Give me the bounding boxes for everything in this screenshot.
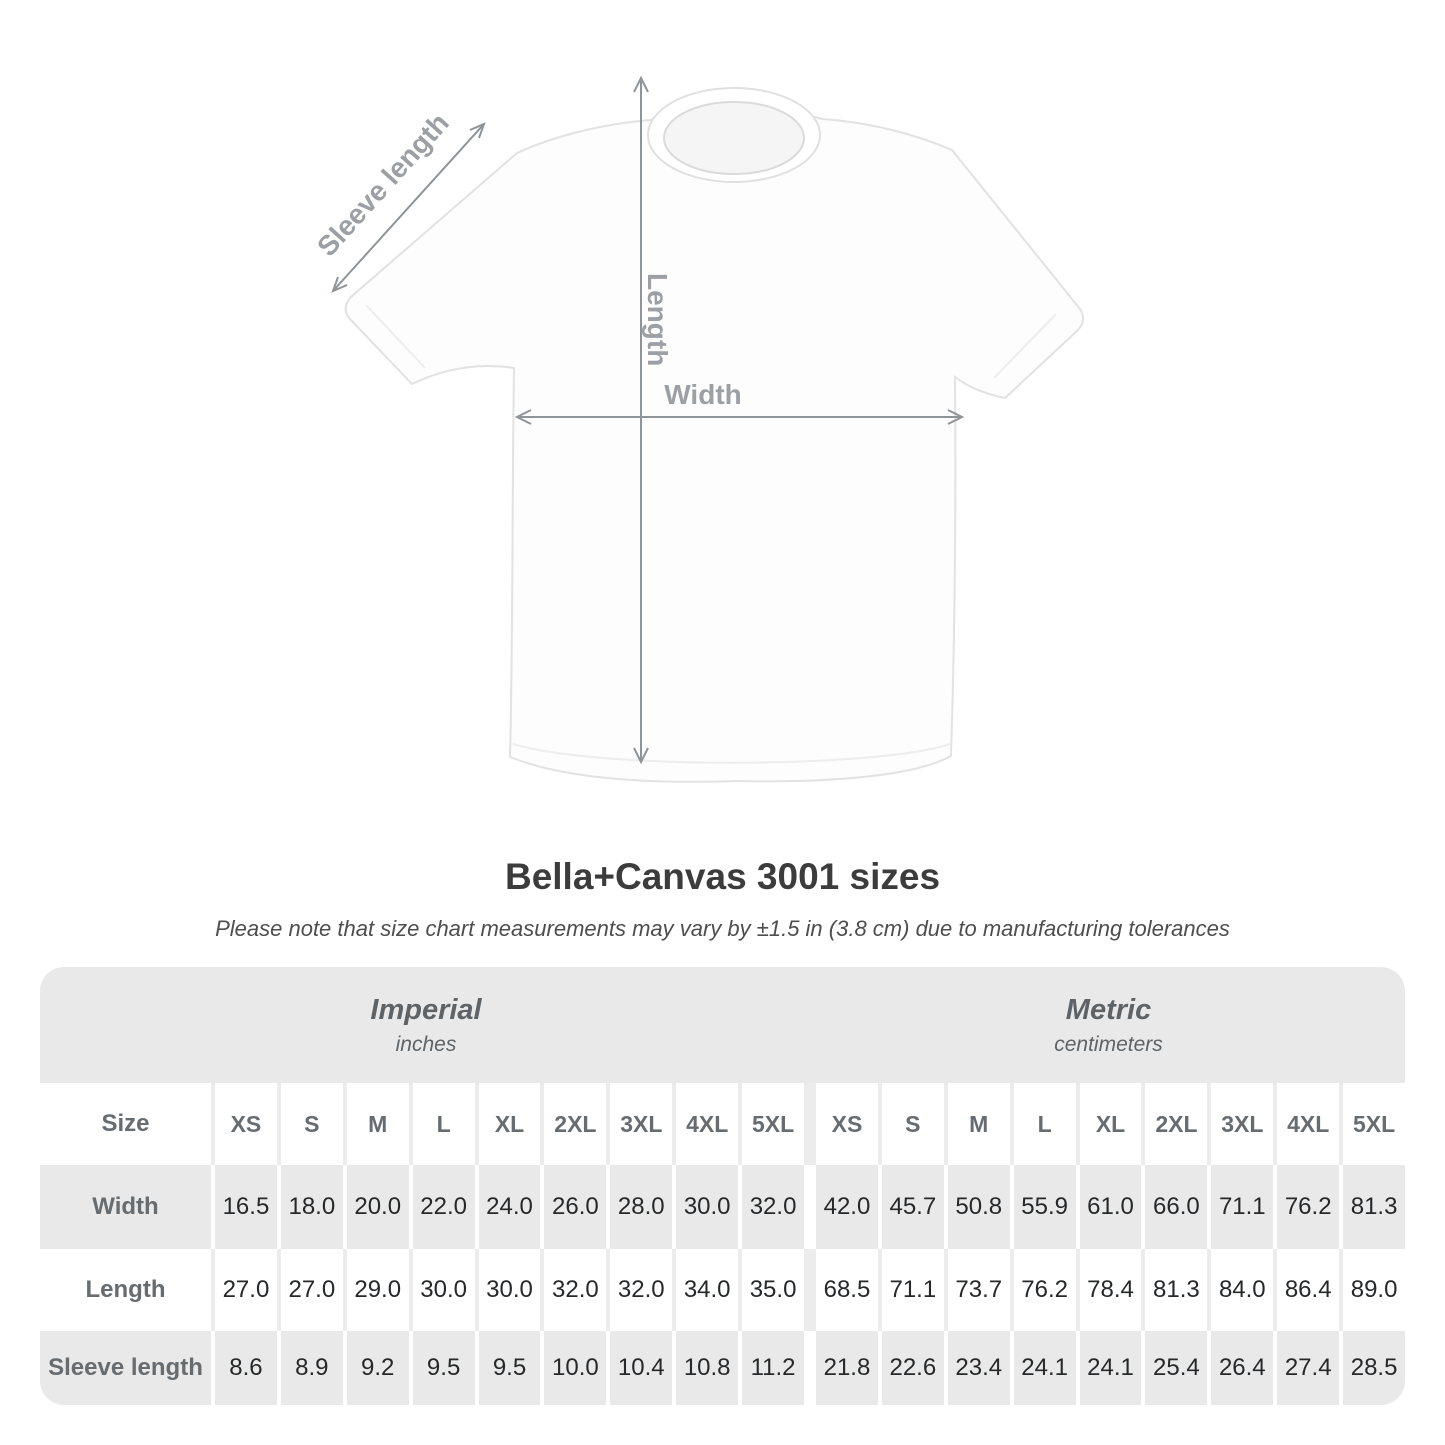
value-cell	[610, 1165, 672, 1249]
measurement-row	[40, 1249, 1405, 1331]
value-cell	[479, 1165, 541, 1249]
value-cell-text: 8.9	[295, 1354, 329, 1381]
value-cell	[1145, 1331, 1207, 1405]
size-header	[281, 1083, 343, 1165]
value-cell	[1277, 1331, 1339, 1405]
value-cell	[1080, 1331, 1142, 1405]
value-cell-text: 30.0	[683, 1193, 731, 1220]
unit-divider	[808, 1083, 812, 1165]
imperial-header	[40, 967, 812, 1083]
value-cell	[676, 1249, 738, 1331]
size-header	[1014, 1083, 1076, 1165]
size-header	[610, 1083, 672, 1165]
value-cell-text: 24.1	[1021, 1354, 1068, 1381]
metric-unit: centimeters	[1054, 1032, 1163, 1056]
row-label	[40, 1249, 211, 1331]
size-header-text: 4XL	[1287, 1110, 1330, 1137]
size-header	[742, 1083, 804, 1165]
value-cell-text: 8.6	[229, 1354, 263, 1381]
value-cell-text: 9.5	[492, 1354, 527, 1381]
value-cell-text: 24.1	[1087, 1354, 1134, 1381]
value-cell-text: 30.0	[486, 1276, 533, 1303]
size-header	[882, 1083, 944, 1165]
value-cell	[544, 1331, 606, 1405]
value-cell-text: 71.1	[889, 1276, 937, 1303]
value-cell-text: 27.4	[1284, 1354, 1332, 1381]
value-cell-text: 16.5	[222, 1193, 270, 1220]
value-cell-text: 25.4	[1153, 1354, 1200, 1381]
size-table	[40, 967, 1405, 1405]
value-cell	[281, 1249, 343, 1331]
value-cell-text: 50.8	[955, 1193, 1003, 1220]
value-cell-text: 42.0	[823, 1193, 871, 1220]
value-cell-text: 66.0	[1153, 1193, 1200, 1220]
value-cell-text: 81.3	[1350, 1193, 1398, 1220]
value-cell-text: 27.0	[288, 1276, 336, 1303]
metric-title: Metric	[1065, 993, 1152, 1026]
value-cell-text: 55.9	[1021, 1193, 1068, 1220]
collar-opening	[664, 102, 804, 174]
tshirt-graphic	[346, 88, 1083, 782]
value-cell	[1014, 1165, 1076, 1249]
value-cell-text: 22.6	[889, 1354, 937, 1381]
value-cell-text: 27.0	[222, 1276, 270, 1303]
sleeve-length-label: Sleeve length	[311, 107, 455, 263]
measurement-row	[40, 1165, 1405, 1249]
size-header	[1080, 1083, 1142, 1165]
size-header-text: XL	[1095, 1110, 1126, 1137]
unit-header-band	[40, 967, 1405, 1083]
value-cell-text: 9.2	[361, 1354, 395, 1381]
value-cell	[1277, 1249, 1339, 1331]
value-cell-text: 9.5	[426, 1354, 461, 1381]
value-cell	[742, 1165, 804, 1249]
size-header-text: 2XL	[554, 1110, 597, 1137]
value-cell	[215, 1249, 277, 1331]
size-header	[544, 1083, 606, 1165]
value-cell-text: 29.0	[354, 1276, 402, 1303]
value-cell-text: 24.0	[486, 1193, 533, 1220]
value-cell	[1277, 1165, 1339, 1249]
value-cell-text: 28.0	[617, 1193, 665, 1220]
value-cell-text: 84.0	[1218, 1276, 1266, 1303]
value-cell-text: 78.4	[1087, 1276, 1134, 1303]
size-header-text: 4XL	[686, 1110, 729, 1137]
value-cell	[215, 1165, 277, 1249]
value-cell	[1211, 1165, 1273, 1249]
value-cell	[1145, 1165, 1207, 1249]
value-cell	[882, 1249, 944, 1331]
row-label-text: Width	[92, 1193, 159, 1220]
value-cell-text: 34.0	[683, 1276, 731, 1303]
size-header	[676, 1083, 738, 1165]
value-cell-text: 61.0	[1087, 1193, 1134, 1220]
row-label-text: Sleeve length	[48, 1354, 203, 1381]
value-cell-text: 30.0	[420, 1276, 467, 1303]
value-cell	[347, 1331, 409, 1405]
value-cell-text: 76.2	[1021, 1276, 1068, 1303]
value-cell-text: 71.1	[1218, 1193, 1266, 1220]
value-cell	[676, 1331, 738, 1405]
value-cell-text: 22.0	[420, 1193, 467, 1220]
size-header	[413, 1083, 475, 1165]
value-cell	[1080, 1249, 1142, 1331]
row-label-text: Length	[85, 1276, 166, 1303]
row-label	[40, 1331, 211, 1405]
value-cell	[948, 1249, 1010, 1331]
value-cell	[816, 1331, 878, 1405]
size-header-text: L	[1037, 1110, 1052, 1137]
value-cell	[948, 1165, 1010, 1249]
measurement-row	[40, 1331, 1405, 1405]
value-cell-text: 35.0	[749, 1276, 797, 1303]
value-cell	[1211, 1331, 1273, 1405]
value-cell	[281, 1331, 343, 1405]
value-cell-text: 28.5	[1350, 1354, 1398, 1381]
value-cell-text: 45.7	[889, 1193, 937, 1220]
size-header-text: XS	[230, 1110, 262, 1137]
value-cell	[544, 1165, 606, 1249]
size-header-text: S	[304, 1110, 320, 1137]
value-cell-text: 32.0	[552, 1276, 599, 1303]
size-header	[347, 1083, 409, 1165]
value-cell-text: 10.0	[552, 1354, 599, 1381]
size-column-header-text: Size	[101, 1110, 150, 1137]
length-label: Length	[642, 273, 673, 367]
value-cell	[1145, 1249, 1207, 1331]
value-cell	[816, 1249, 878, 1331]
value-cell	[347, 1249, 409, 1331]
size-header	[1277, 1083, 1339, 1165]
value-cell	[413, 1249, 475, 1331]
value-cell-text: 68.5	[823, 1276, 871, 1303]
value-cell-text: 18.0	[288, 1193, 336, 1220]
value-cell	[1343, 1249, 1405, 1331]
size-header-text: 5XL	[1352, 1110, 1396, 1137]
metric-header	[812, 967, 1405, 1083]
value-cell	[413, 1331, 475, 1405]
value-cell	[742, 1249, 804, 1331]
value-cell	[882, 1165, 944, 1249]
imperial-title: Imperial	[370, 993, 482, 1026]
value-cell	[1014, 1249, 1076, 1331]
value-cell	[676, 1165, 738, 1249]
size-header	[816, 1083, 878, 1165]
value-cell-text: 23.4	[955, 1354, 1003, 1381]
page-title: Bella+Canvas 3001 sizes	[504, 856, 941, 897]
width-label: Width	[664, 379, 742, 410]
size-header	[1145, 1083, 1207, 1165]
value-cell	[1014, 1331, 1076, 1405]
value-cell	[544, 1249, 606, 1331]
value-cell	[882, 1331, 944, 1405]
size-header	[1211, 1083, 1273, 1165]
value-cell	[1343, 1165, 1405, 1249]
value-cell	[479, 1249, 541, 1331]
value-cell	[479, 1331, 541, 1405]
value-cell-text: 26.0	[552, 1193, 599, 1220]
value-cell-text: 21.8	[823, 1354, 871, 1381]
value-cell	[610, 1331, 672, 1405]
value-cell	[1080, 1165, 1142, 1249]
size-header	[215, 1083, 277, 1165]
size-header-text: 2XL	[1155, 1110, 1198, 1137]
value-cell	[1343, 1331, 1405, 1405]
unit-divider	[808, 1165, 812, 1249]
value-cell-text: 10.8	[683, 1354, 731, 1381]
value-cell	[347, 1165, 409, 1249]
size-header-text: 3XL	[1221, 1110, 1264, 1137]
value-cell	[742, 1331, 804, 1405]
value-cell-text: 26.4	[1218, 1354, 1266, 1381]
size-header-text: 5XL	[751, 1110, 795, 1137]
page-subtitle: Please note that size chart measurements may vary by ±1.5 in (3.8 cm) due to manufacturing tolerances	[215, 916, 1230, 941]
value-cell	[281, 1165, 343, 1249]
value-cell	[816, 1165, 878, 1249]
value-cell-text: 32.0	[749, 1193, 797, 1220]
value-cell-text: 86.4	[1284, 1276, 1332, 1303]
imperial-unit: inches	[395, 1032, 457, 1056]
value-cell-text: 81.3	[1153, 1276, 1200, 1303]
size-column-header	[40, 1083, 211, 1165]
value-cell	[948, 1331, 1010, 1405]
value-cell-text: 76.2	[1284, 1193, 1332, 1220]
size-header-text: L	[436, 1110, 451, 1137]
value-cell	[413, 1165, 475, 1249]
value-cell-text: 89.0	[1350, 1276, 1398, 1303]
size-header-row	[40, 1083, 1405, 1165]
unit-divider	[808, 1331, 812, 1405]
size-header-text: 3XL	[620, 1110, 663, 1137]
value-cell-text: 11.2	[750, 1354, 796, 1381]
size-header-text: XL	[494, 1110, 525, 1137]
row-label	[40, 1165, 211, 1249]
size-header	[948, 1083, 1010, 1165]
value-cell-text: 20.0	[354, 1193, 402, 1220]
value-cell-text: 10.4	[617, 1354, 665, 1381]
value-cell-text: 73.7	[955, 1276, 1003, 1303]
value-cell	[610, 1249, 672, 1331]
value-cell	[1211, 1249, 1273, 1331]
size-header-text: M	[368, 1110, 388, 1137]
value-cell	[215, 1331, 277, 1405]
size-header-text: S	[905, 1110, 921, 1137]
size-header	[1343, 1083, 1405, 1165]
unit-divider	[808, 1249, 812, 1331]
size-header	[479, 1083, 541, 1165]
size-header-text: XS	[831, 1110, 863, 1137]
size-header-text: M	[969, 1110, 989, 1137]
value-cell-text: 32.0	[617, 1276, 665, 1303]
